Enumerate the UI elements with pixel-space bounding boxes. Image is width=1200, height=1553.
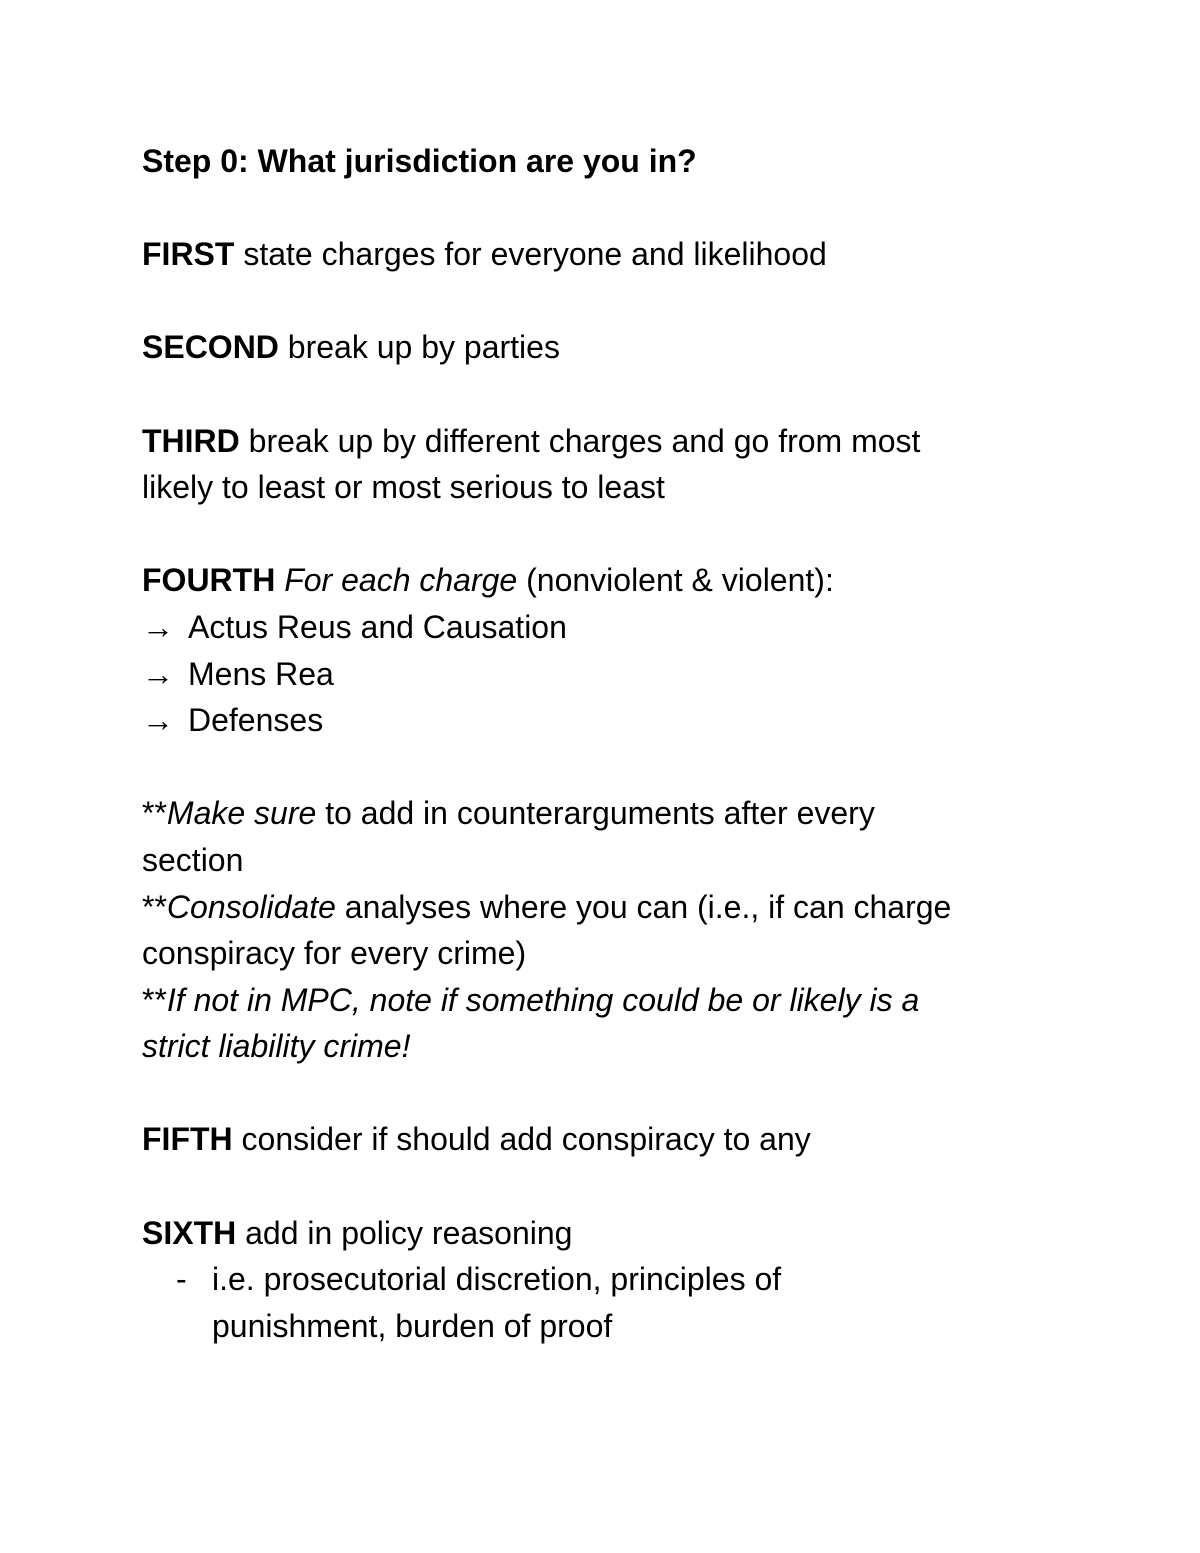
fourth-text: (nonviolent & violent): xyxy=(517,562,834,599)
sixth-bullet-text xyxy=(212,1256,932,1349)
note2-italic: Consolidate xyxy=(166,888,336,925)
fourth-italic: For each charge xyxy=(284,562,518,599)
list-item xyxy=(142,651,1082,698)
note1-prefix: ** xyxy=(142,795,167,832)
dash-bullet-icon: - xyxy=(176,1261,187,1298)
list-item xyxy=(142,604,1082,651)
fourth-step xyxy=(142,557,1082,604)
arrow-right-icon: → xyxy=(142,702,174,739)
third-step xyxy=(142,418,1082,511)
note3-prefix: ** xyxy=(142,981,167,1018)
list-item xyxy=(142,697,1082,744)
sixth-text: add in policy reasoning xyxy=(236,1214,573,1251)
note1-text-line2: section xyxy=(142,841,244,878)
note2-text-line1: analyses where you can (i.e., if can charge xyxy=(335,888,952,925)
sixth-step xyxy=(142,1210,1082,1257)
fifth-step xyxy=(142,1116,1082,1163)
third-text-line2: likely to least or most serious to least xyxy=(142,469,665,506)
note2-text-line2: conspiracy for every crime) xyxy=(142,935,527,972)
fifth-text: consider if should add conspiracy to any xyxy=(232,1121,811,1158)
note-consolidate xyxy=(142,884,1082,977)
arrow-right-icon: → xyxy=(142,655,174,692)
first-text: state charges for everyone and likelihood xyxy=(234,236,827,273)
second-label: SECOND xyxy=(142,329,279,366)
note-make-sure xyxy=(142,790,1082,883)
sixth-bullet-line1: i.e. prosecutorial discretion, principles of xyxy=(212,1261,782,1298)
fourth-item-actus-reus: Actus Reus and Causation xyxy=(188,608,567,645)
list-item xyxy=(142,1256,1082,1349)
note1-italic: Make sure xyxy=(166,795,317,832)
step-zero-heading: Step 0: What jurisdiction are you in? xyxy=(142,143,697,179)
note2-prefix: ** xyxy=(142,888,167,925)
first-step xyxy=(142,231,1082,278)
sixth-bullet-line2: punishment, burden of proof xyxy=(212,1307,613,1344)
note1-text-line1: to add in counterarguments after every xyxy=(316,795,875,832)
second-text: break up by parties xyxy=(278,329,560,366)
note3-italic-line2: strict liability crime! xyxy=(142,1028,411,1065)
arrow-right-icon: → xyxy=(142,608,174,645)
document-body xyxy=(142,138,1082,1349)
fourth-label: FOURTH xyxy=(142,562,276,599)
third-label: THIRD xyxy=(142,422,240,459)
second-step xyxy=(142,324,1082,371)
note-mpc xyxy=(142,977,1082,1070)
first-label: FIRST xyxy=(142,236,235,273)
fourth-item-mens-rea: Mens Rea xyxy=(188,655,334,692)
fourth-item-defenses: Defenses xyxy=(188,702,324,739)
third-text-line1: break up by different charges and go from most xyxy=(239,422,921,459)
sixth-label: SIXTH xyxy=(142,1214,237,1251)
fifth-label: FIFTH xyxy=(142,1121,233,1158)
note3-italic-line1: If not in MPC, note if something could be or likely is a xyxy=(166,981,920,1018)
